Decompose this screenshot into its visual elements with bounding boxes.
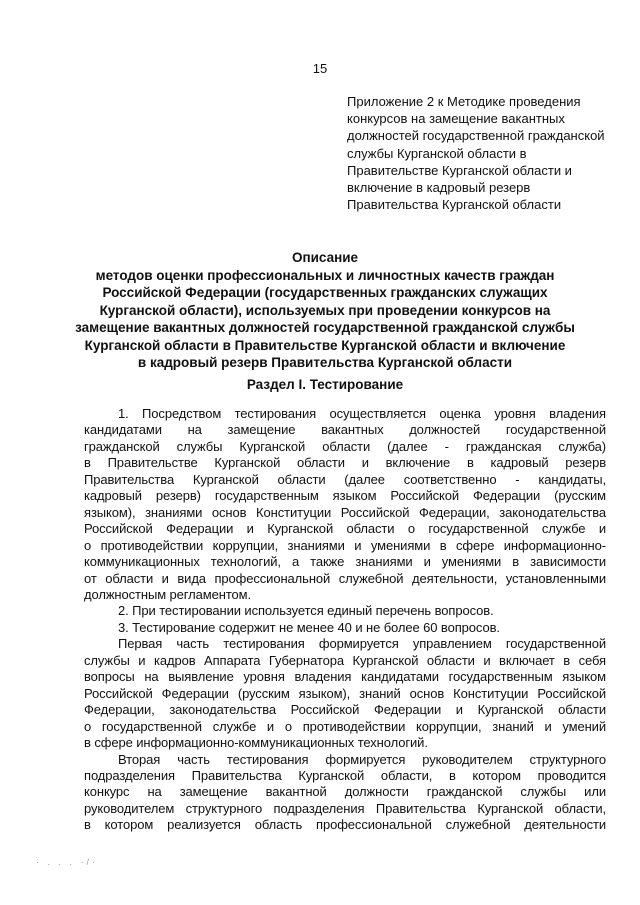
text-line: конкурс на замещение вакантной должности гражданской службы или (84, 784, 606, 800)
text-line: языком), знаниями основ Конституции Российской Федерации, законодательства (84, 504, 606, 520)
text-line: 2. При тестировании используется единый перечень вопросов. (118, 603, 494, 619)
text-line: Федерации, законодательства Российской Федерации и Курганской области (84, 702, 606, 718)
title-line: в кадровый резерв Правительства Курганской области (137, 355, 513, 370)
body-text (84, 406, 606, 834)
text-line: Первая часть тестирования формируется управлением государственной (118, 636, 606, 652)
text-line: о противодействии коррупции, знаниями и умениями в сфере информационно- (84, 537, 606, 553)
text-line: подразделения Правительства Курганской области, в котором проводится (84, 767, 606, 783)
paragraph-5 (84, 752, 606, 834)
text-line: в Правительстве Курганской области и включение в кадровый резерв (84, 455, 606, 471)
title-line: замещение вакантных должностей государственной гражданской службы (75, 320, 575, 335)
page-number: 15 (312, 61, 328, 76)
text-line: в сфере информационно-коммуникационных технологий. (84, 735, 428, 751)
title-line: методов оценки профессиональных и личностных качеств граждан (95, 267, 555, 283)
paragraph-2 (84, 603, 606, 619)
text-line: гражданской службы Курганской области (далее - гражданская служба) (84, 438, 606, 454)
title-line: Российской Федерации (государственных гражданских служащих (102, 285, 548, 300)
document-title (60, 249, 590, 372)
paragraph-4 (84, 636, 606, 751)
text-line: о государственной службе и о противодействии коррупции, знаний и умений (84, 718, 606, 734)
text-line: Российской Федерации (русским языком), знаний основ Конституции Российской (84, 685, 606, 701)
scan-artifact: · . . . ·/· (36, 857, 98, 867)
text-line: коммуникационных технологий, а также знаниями и умениями в зависимости (84, 554, 606, 570)
text-line: вопросы на выявление уровня владения кандидатами государственным языком (84, 669, 606, 685)
text-line: руководителем структурного подразделения Правительства Курганской области, (84, 800, 606, 816)
text-line: должностным регламентом. (84, 586, 252, 602)
text-line: в котором реализуется область профессиональной служебной деятельности (84, 817, 606, 833)
text-line: от области и вида профессиональной служебной деятельности, установленными (84, 570, 606, 586)
text-line: службы и кадров Аппарата Губернатора Курганской области и включает в себя (84, 652, 606, 668)
title-line: Курганской области в Правительстве Курганской области и включение (84, 337, 566, 353)
appendix-note: Приложение 2 к Методике проведения конкурсов на замещение вакантных должностей государственной гражданской службы Курганской области в Правительстве Курганской области и включение в кадровый резерв Правительства Курганской области (347, 94, 605, 213)
text-line: Правительства Курганской области (далее соответственно - кандидаты, (84, 471, 606, 487)
text-line: кадровый резерв) государственным языком Российской Федерации (русским (84, 488, 606, 504)
paragraph-1 (84, 406, 606, 603)
title-line: Курганской области), используемых при проведении конкурсов на (99, 302, 551, 318)
text-line: Российской Федерации и Курганской области о государственной службе и (84, 521, 606, 537)
section-heading: Раздел I. Тестирование (246, 377, 404, 392)
text-line: 1. Посредством тестирования осуществляется оценка уровня владения (118, 406, 606, 421)
text-line: Вторая часть тестирования формируется руководителем структурного (118, 751, 606, 767)
text-line: кандидатами на замещение вакантных должностей государственной (84, 422, 606, 438)
paragraph-3 (84, 620, 606, 636)
title-line: Описание (291, 250, 359, 265)
text-line: 3. Тестирование содержит не менее 40 и не более 60 вопросов. (118, 619, 500, 635)
